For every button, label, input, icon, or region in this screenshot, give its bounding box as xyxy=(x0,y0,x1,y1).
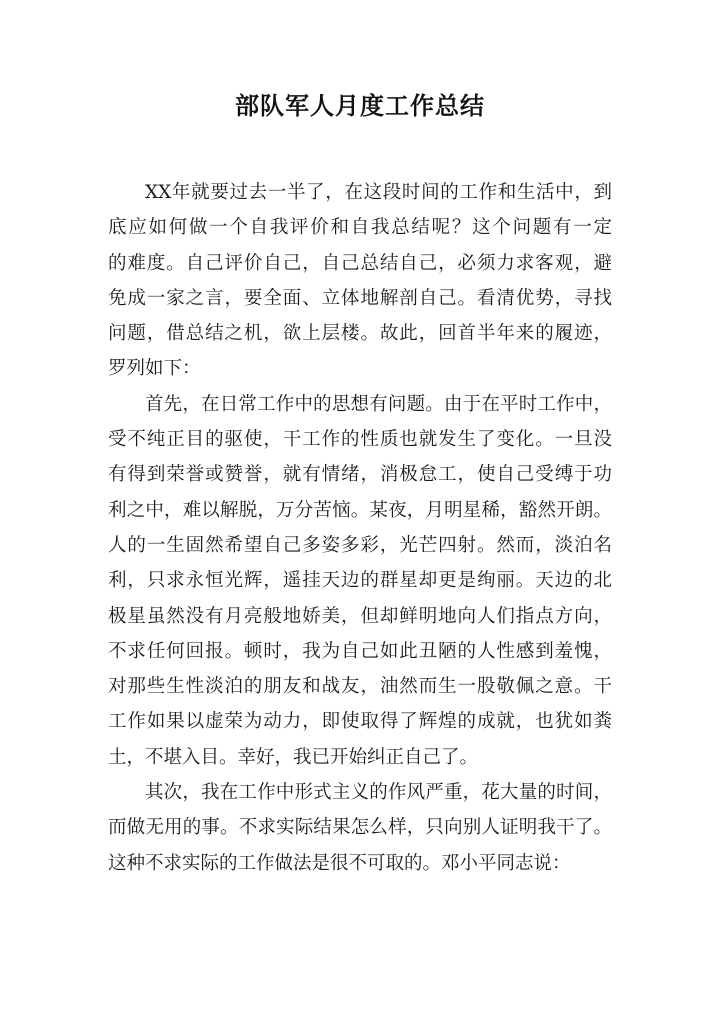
text-line: 受不纯正目的驱使，干工作的性质也就发生了变化。一旦没 xyxy=(108,429,612,451)
text-line: 土，不堪入目。幸好，我已开始纠正自己了。 xyxy=(108,746,479,768)
text-line: 罗列如下： xyxy=(108,358,201,380)
paragraph xyxy=(108,175,612,387)
text-line: 而做无用的事。不求实际结果怎么样，只向别人证明我干了。 xyxy=(108,817,612,839)
text-line: 这种不求实际的工作做法是很不可取的。邓小平同志说： xyxy=(108,852,571,874)
text-line: 工作如果以虚荣为动力，即使取得了辉煌的成就，也犹如粪 xyxy=(108,711,612,733)
document-body xyxy=(108,175,612,881)
text-line: 不求任何回报。顿时，我为自己如此丑陋的人性感到羞愧， xyxy=(108,640,612,662)
text-line: 有得到荣誉或赞誉，就有情绪，消极怠工，使自己受缚于功 xyxy=(108,464,612,486)
text-line: 利之中，难以解脱，万分苦恼。某夜，月明星稀，豁然开朗。 xyxy=(108,499,612,521)
text-line: 利，只求永恒光辉，遥挂天边的群星却更是绚丽。天边的北 xyxy=(108,570,612,592)
text-line: 极星虽然没有月亮般地娇美，但却鲜明地向人们指点方向， xyxy=(108,605,612,627)
document-title: 部队军人月度工作总结 xyxy=(235,92,485,120)
text-line: 免成一家之言，要全面、立体地解剖自己。看清优势，寻找 xyxy=(108,287,612,309)
text-line: 其次，我在工作中形式主义的作风严重，花大量的时间， xyxy=(145,782,612,804)
paragraph xyxy=(108,387,612,775)
text-line: 的难度。自己评价自己，自己总结自己，必须力求客观，避 xyxy=(108,252,612,274)
text-line: 人的一生固然希望自己多姿多彩，光芒四射。然而，淡泊名 xyxy=(108,534,612,556)
text-line: 问题，借总结之机，欲上层楼。故此，回首半年来的履迹， xyxy=(108,323,612,345)
text-line: 首先，在日常工作中的思想有问题。由于在平时工作中， xyxy=(145,393,612,415)
text-line: 对那些生性淡泊的朋友和战友，油然而生一股敬佩之意。干 xyxy=(108,676,612,698)
paragraph xyxy=(108,775,612,881)
text-line: 底应如何做一个自我评价和自我总结呢？这个问题有一定 xyxy=(108,217,612,239)
text-line: XX年就要过去一半了，在这段时间的工作和生活中，到 xyxy=(145,182,612,203)
